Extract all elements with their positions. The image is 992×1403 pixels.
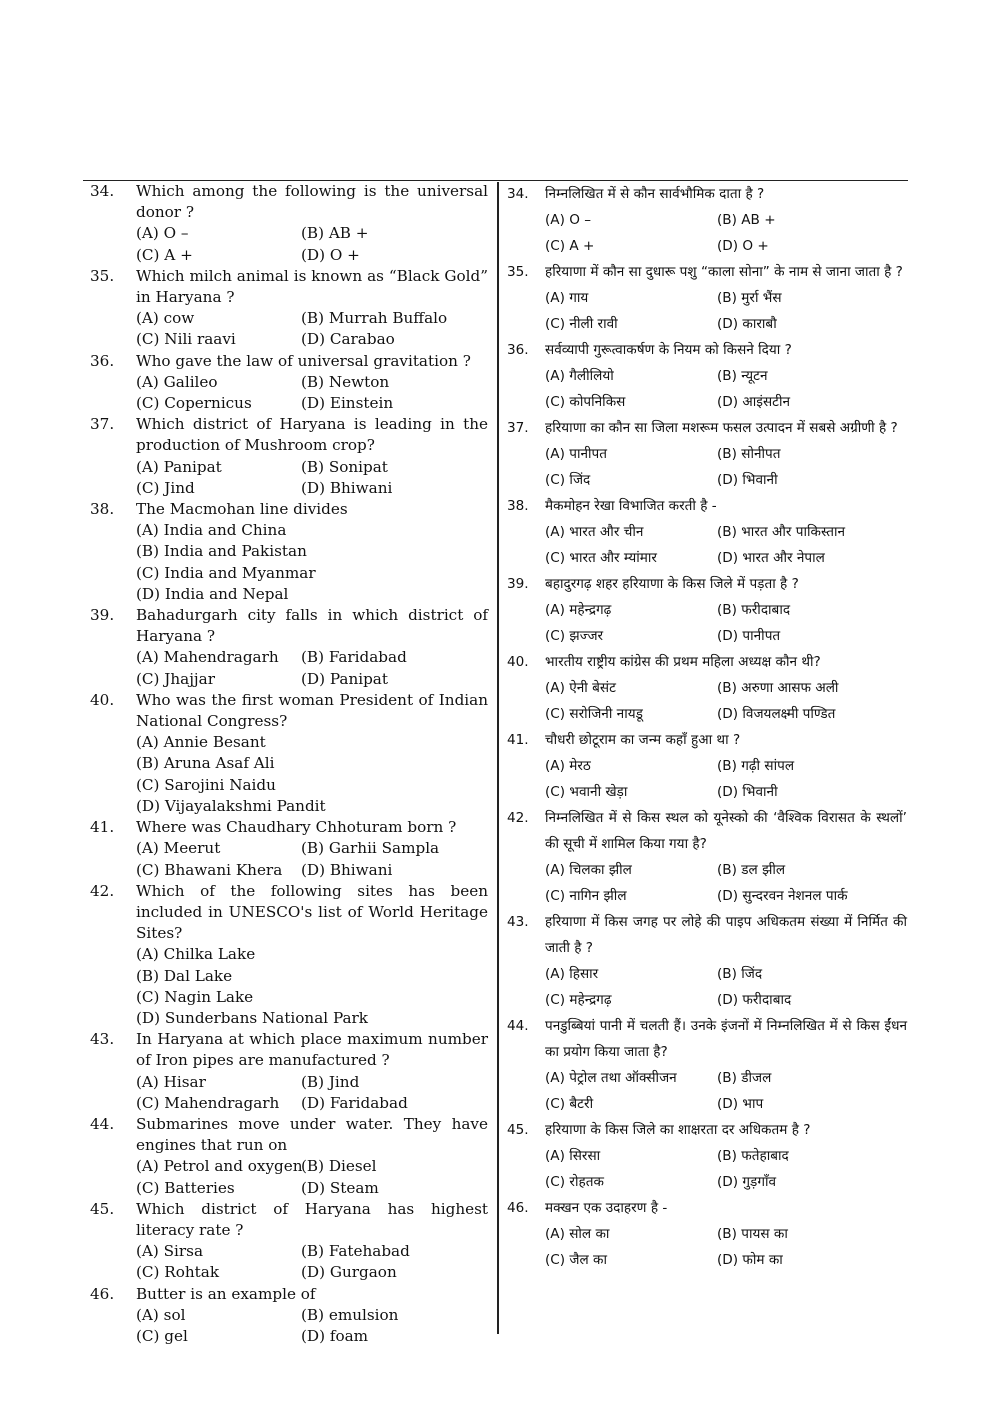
question-number: 42.	[90, 881, 115, 900]
question-text: Which milch animal is known as “Black Gold” in Haryana ?	[136, 266, 488, 307]
options	[545, 441, 907, 493]
option-c: (C) Bhawani Khera	[136, 860, 283, 879]
option-b: (B) AB +	[301, 224, 369, 243]
option-b: (B) अरुणा आसफ अली	[717, 680, 839, 696]
question-34	[507, 181, 907, 259]
question-text: Which among the following is the universal donor ?	[136, 182, 488, 222]
question-text: सर्वव्यापी गुरूत्वाकर्षण के नियम को किसने दिया ?	[545, 342, 792, 358]
question-text: Who was the first woman President of Indian National Congress?	[136, 690, 488, 731]
option-b: (B) Fatehabad	[301, 1242, 410, 1261]
option-c: (C) India and Myanmar	[136, 563, 316, 582]
question-text: निम्नलिखित में से किस स्थल को यूनेस्को की ‘वैश्विक विरासत के स्थलों’ की सूची में शामिल किया गया है?	[545, 810, 907, 852]
option-c: (C) Batteries	[136, 1178, 235, 1197]
option-d: (D) Bhiwani	[301, 860, 393, 879]
question-number: 46.	[507, 1200, 529, 1216]
option-c: (C) झज्जर	[545, 628, 604, 644]
question-number: 41.	[507, 732, 529, 748]
options	[545, 363, 907, 415]
options	[136, 838, 488, 880]
question-text: पनडुब्बियां पानी में चलती हैं। उनके इंजनों में निम्नलिखित में से किस ईंधन का प्रयोग किया जाता है?	[545, 1018, 907, 1060]
option-a: (A) O –	[136, 224, 189, 243]
option-c: (C) रोहतक	[545, 1174, 604, 1190]
question-text: हरियाणा के किस जिले का शाक्षरता दर अधिकतम है ?	[545, 1122, 811, 1138]
option-c: (C) बैटरी	[545, 1096, 594, 1112]
option-b: (B) भारत और पाकिस्तान	[717, 524, 846, 540]
option-d: (D) foam	[301, 1326, 369, 1345]
option-a: (A) Mahendragarh	[136, 648, 279, 667]
question-37	[90, 414, 488, 499]
option-a: (A) Galileo	[136, 372, 218, 391]
option-b: (B) सोनीपत	[717, 446, 781, 462]
option-b: (B) Murrah Buffalo	[301, 309, 448, 328]
question-text: मक्खन एक उदाहरण है -	[545, 1200, 668, 1216]
question-45	[507, 1117, 907, 1195]
options	[136, 1072, 488, 1114]
question-text: Submarines move under water. They have engines that run on	[136, 1114, 488, 1155]
option-b: (B) AB +	[717, 212, 776, 228]
option-a: (A) गाय	[545, 290, 589, 306]
options	[545, 597, 907, 649]
question-number: 44.	[507, 1018, 529, 1034]
option-c: (C) भारत और म्यांमार	[545, 550, 657, 566]
options	[136, 372, 488, 414]
option-b: (B) पायस का	[717, 1226, 788, 1242]
question-38	[507, 493, 907, 571]
question-42	[507, 805, 907, 909]
question-43	[90, 1029, 488, 1114]
option-b: (B) जिंद	[717, 966, 763, 982]
question-number: 40.	[90, 690, 115, 709]
options	[545, 519, 907, 571]
question-41	[90, 817, 488, 881]
option-a: (A) ऐनी बेसंट	[545, 680, 616, 696]
options	[545, 961, 907, 1013]
question-number: 37.	[507, 420, 529, 436]
option-a: (A) भारत और चीन	[545, 524, 644, 540]
question-text: मैकमोहन रेखा विभाजित करती है -	[545, 498, 717, 514]
question-number: 46.	[90, 1284, 115, 1303]
question-40	[507, 649, 907, 727]
option-b: (B) Garhii Sampla	[301, 839, 440, 858]
question-number: 42.	[507, 810, 529, 826]
question-text: Where was Chaudhary Chhoturam born ?	[136, 818, 457, 837]
option-c: (C) Sarojini Naidu	[136, 775, 276, 794]
question-number: 39.	[507, 576, 529, 592]
question-text: Which district of Haryana is leading in the production of Mushroom crop?	[136, 415, 488, 455]
option-b: (B) Dal Lake	[136, 966, 233, 985]
option-c: (C) Copernicus	[136, 394, 252, 413]
options	[136, 1305, 488, 1347]
option-d: (D) विजयलक्ष्मी पण्डित	[717, 706, 836, 722]
option-a: (A) हिसार	[545, 966, 599, 982]
option-d: (D) Sunderbans National Park	[136, 1008, 368, 1027]
question-38	[90, 499, 488, 605]
option-a: (A) पेट्रोल तथा ऑक्सीजन	[545, 1070, 677, 1086]
option-d: (D) भाप	[717, 1096, 764, 1112]
option-b: (B) Diesel	[301, 1157, 377, 1176]
question-40	[90, 690, 488, 817]
question-44	[90, 1114, 488, 1199]
question-text: Butter is an example of	[136, 1284, 316, 1303]
question-number: 37.	[90, 415, 115, 434]
option-b: (B) emulsion	[301, 1305, 399, 1324]
question-number: 35.	[90, 266, 115, 285]
question-number: 43.	[507, 914, 529, 930]
option-c: (C) Nagin Lake	[136, 987, 254, 1006]
options	[136, 520, 488, 605]
question-39	[90, 605, 488, 690]
question-text: Which of the following sites has been included in UNESCO's list of World Heritage Sites?	[136, 881, 488, 943]
option-b: (B) Jind	[301, 1072, 360, 1091]
option-a: (A) पानीपत	[545, 446, 608, 462]
question-number: 35.	[507, 264, 529, 280]
option-b: (B) मुर्रा भैंस	[717, 290, 782, 306]
options	[545, 1065, 907, 1117]
question-43	[507, 909, 907, 1013]
option-d: (D) भिवानी	[717, 784, 778, 800]
option-a: (A) चिलका झील	[545, 862, 632, 878]
option-d: (D) गुड़गाँव	[717, 1174, 777, 1190]
option-d: (D) सुन्दरवन नेशनल पार्क	[717, 888, 848, 904]
question-number: 43.	[90, 1030, 115, 1049]
question-number: 39.	[90, 606, 115, 625]
question-42	[90, 881, 488, 1029]
option-d: (D) फरीदाबाद	[717, 992, 792, 1008]
option-c: (C) Jhajjar	[136, 669, 215, 688]
question-36	[90, 351, 488, 415]
options	[136, 647, 488, 689]
question-text: Bahadurgarh city falls in which district of Haryana ?	[136, 606, 488, 646]
option-d: (D) Steam	[301, 1178, 379, 1197]
question-number: 36.	[90, 351, 115, 370]
question-35	[507, 259, 907, 337]
option-d: (D) India and Nepal	[136, 584, 289, 603]
option-d: (D) Einstein	[301, 394, 394, 413]
options	[136, 457, 488, 499]
question-number: 34.	[90, 182, 115, 200]
question-number: 38.	[90, 500, 115, 519]
option-a: (A) Chilka Lake	[136, 945, 256, 964]
option-c: (C) भवानी खेड़ा	[545, 784, 628, 800]
option-b: (B) Faridabad	[301, 648, 407, 667]
option-c: (C) जैल का	[545, 1252, 608, 1268]
option-b: (B) न्यूटन	[717, 368, 768, 384]
option-a: (A) sol	[136, 1305, 186, 1324]
option-a: (A) Hisar	[136, 1072, 206, 1091]
question-39	[507, 571, 907, 649]
option-d: (D) काराबौ	[717, 316, 777, 332]
question-number: 44.	[90, 1114, 115, 1133]
option-b: (B) डीजल	[717, 1070, 772, 1086]
question-text: In Haryana at which place maximum number of Iron pipes are manufactured ?	[136, 1030, 488, 1070]
option-b: (B) फरीदाबाद	[717, 602, 791, 618]
option-a: (A) Annie Besant	[136, 733, 266, 752]
question-text: Which district of Haryana has highest literacy rate ?	[136, 1199, 488, 1239]
option-c: (C) नीली रावी	[545, 316, 618, 332]
question-number: 34.	[507, 186, 529, 202]
options	[136, 732, 488, 817]
question-45	[90, 1199, 488, 1284]
question-text: चौधरी छोटूराम का जन्म कहाँ हुआ था ?	[545, 732, 741, 748]
option-d: (D) Vijayalakshmi Pandit	[136, 796, 326, 815]
option-b: (B) Newton	[301, 372, 390, 391]
options	[545, 1221, 907, 1273]
option-c: (C) Nili raavi	[136, 330, 236, 349]
question-text: निम्नलिखित में से कौन सार्वभौमिक दाता है ?	[545, 186, 765, 202]
option-c: (C) नागिन झील	[545, 888, 627, 904]
options	[545, 675, 907, 727]
option-a: (A) Petrol and oxygen	[136, 1157, 303, 1176]
question-text: हरियाणा में किस जगह पर लोहे की पाइप अधिकतम संख्या में निर्मित की जाती है ?	[545, 914, 907, 956]
option-a: (A) India and China	[136, 521, 287, 540]
question-46	[507, 1195, 907, 1273]
question-text: हरियाणा का कौन सा जिला मशरूम फसल उत्पादन में सबसे अग्रीणी है ?	[545, 420, 898, 436]
question-number: 38.	[507, 498, 529, 514]
option-c: (C) A +	[136, 245, 193, 264]
english-column	[90, 181, 488, 1347]
column-divider	[497, 182, 499, 1334]
options	[136, 223, 488, 265]
option-a: (A) मेरठ	[545, 758, 591, 774]
question-number: 40.	[507, 654, 529, 670]
option-a: (A) Panipat	[136, 457, 222, 476]
option-a: (A) cow	[136, 309, 195, 328]
option-a: (A) O –	[545, 212, 592, 228]
options	[545, 753, 907, 805]
options	[545, 285, 907, 337]
options	[136, 1156, 488, 1198]
option-c: (C) महेन्द्रगढ़	[545, 992, 612, 1008]
option-d: (D) भिवानी	[717, 472, 778, 488]
question-37	[507, 415, 907, 493]
question-35	[90, 266, 488, 351]
options	[136, 1241, 488, 1283]
options	[545, 857, 907, 909]
option-a: (A) गैलीलियो	[545, 368, 614, 384]
option-b: (B) India and Pakistan	[136, 542, 307, 561]
question-46	[90, 1284, 488, 1348]
options	[545, 1143, 907, 1195]
option-c: (C) Jind	[136, 478, 195, 497]
option-a: (A) महेन्द्रगढ़	[545, 602, 612, 618]
question-number: 36.	[507, 342, 529, 358]
option-c: (C) कोपनिकिस	[545, 394, 626, 410]
question-number: 45.	[507, 1122, 529, 1138]
option-b: (B) Sonipat	[301, 457, 388, 476]
question-36	[507, 337, 907, 415]
option-a: (A) सिरसा	[545, 1148, 601, 1164]
option-d: (D) O +	[717, 238, 769, 254]
hindi-column	[507, 181, 907, 1273]
option-a: (A) Sirsa	[136, 1242, 204, 1261]
option-d: (D) Panipat	[301, 669, 388, 688]
option-d: (D) Faridabad	[301, 1093, 408, 1112]
option-b: (B) Aruna Asaf Ali	[136, 754, 275, 773]
options	[136, 308, 488, 350]
option-b: (B) डल झील	[717, 862, 786, 878]
question-34	[90, 181, 488, 266]
question-text: Who gave the law of universal gravitation ?	[136, 351, 471, 370]
option-c: (C) Mahendragarh	[136, 1093, 280, 1112]
question-text: हरियाणा में कौन सा दुधारू पशु “काला सोना” के नाम से जाना जाता है ?	[545, 264, 903, 280]
option-d: (D) फोम का	[717, 1252, 783, 1268]
question-text: बहादुरगढ़ शहर हरियाणा के किस जिले में पड़ता है ?	[545, 576, 799, 592]
question-44	[507, 1013, 907, 1117]
option-d: (D) Carabao	[301, 330, 395, 349]
option-d: (D) O +	[301, 245, 360, 264]
option-d: (D) Gurgaon	[301, 1263, 397, 1282]
options	[136, 944, 488, 1029]
option-d: (D) आइंसटीन	[717, 394, 791, 410]
option-c: (C) gel	[136, 1326, 188, 1345]
option-c: (C) जिंद	[545, 472, 591, 488]
question-number: 45.	[90, 1199, 115, 1218]
option-d: (D) Bhiwani	[301, 478, 393, 497]
option-c: (C) Rohtak	[136, 1263, 220, 1282]
option-a: (A) सोल का	[545, 1226, 610, 1242]
question-text: The Macmohan line divides	[136, 500, 348, 519]
option-b: (B) गढ़ी सांपल	[717, 758, 795, 774]
option-a: (A) Meerut	[136, 839, 221, 858]
question-number: 41.	[90, 818, 115, 837]
option-b: (B) फतेहाबाद	[717, 1148, 789, 1164]
question-41	[507, 727, 907, 805]
option-d: (D) भारत और नेपाल	[717, 550, 825, 566]
option-c: (C) सरोजिनी नायडू	[545, 706, 643, 722]
options	[545, 207, 907, 259]
option-c: (C) A +	[545, 238, 595, 254]
question-text: भारतीय राष्ट्रीय कांग्रेस की प्रथम महिला अध्यक्ष कौन थी?	[545, 654, 821, 670]
option-d: (D) पानीपत	[717, 628, 781, 644]
